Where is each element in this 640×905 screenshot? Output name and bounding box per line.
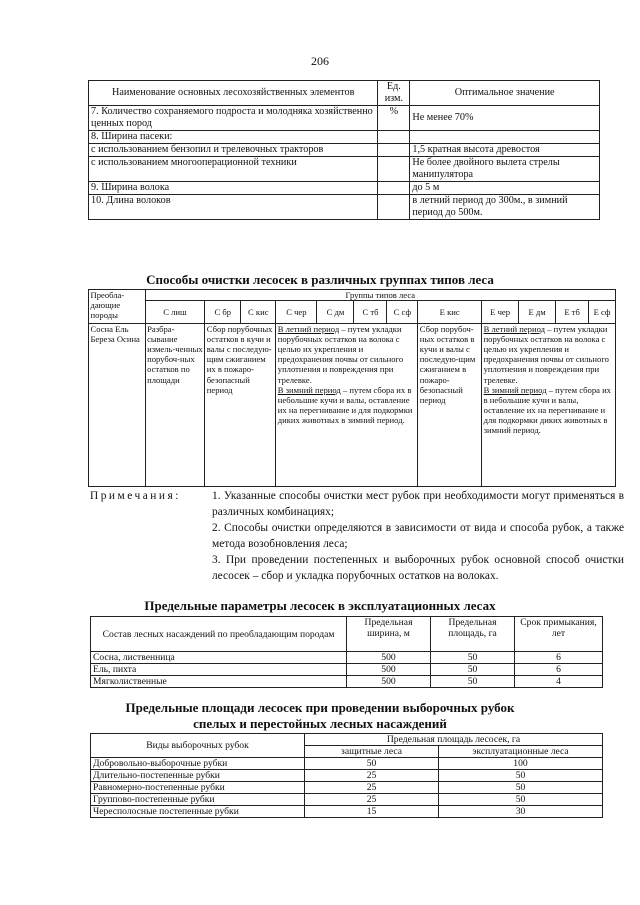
table-row — [91, 758, 603, 770]
cell: 100 — [439, 758, 603, 770]
selective-cuttings-table — [90, 733, 603, 818]
cell — [378, 182, 410, 195]
cell: 500 — [347, 676, 431, 688]
cell: 25 — [305, 794, 439, 806]
table-header-row — [91, 734, 603, 746]
winter-label: В зимний период — [277, 384, 341, 395]
cell — [378, 157, 410, 182]
table-row — [89, 182, 600, 195]
header-cell: эксплуатационные леса — [439, 746, 603, 758]
cleaning-table-title: Способы очистки лесосек в различных группах типов леса — [146, 272, 494, 287]
cell: 15 — [305, 806, 439, 818]
method-cell: Разбра-сывание измель-ченных порубоч-ных остатков по площади — [145, 324, 205, 487]
groups-header: Группы типов леса — [145, 290, 615, 301]
cell: 6 — [515, 652, 603, 664]
summer-label: В летний период — [277, 324, 340, 335]
header-cell: Виды выборочных рубок — [91, 734, 305, 758]
cell: 4 — [515, 676, 603, 688]
cell — [378, 144, 410, 157]
table-row — [89, 195, 600, 220]
cell: 50 — [305, 758, 439, 770]
group-names-row — [89, 301, 616, 324]
group-cell: Е дм — [519, 301, 556, 324]
table-header-row — [89, 290, 616, 301]
table-row — [91, 664, 603, 676]
cell: 50 — [431, 652, 515, 664]
limits-table-title: Предельные параметры лесосек в эксплуатационных лесах — [144, 598, 496, 613]
header-cell: Оптимальное значение — [410, 81, 600, 106]
note-item: 1. Указанные способы очистки мест рубок при необходимости могут применяться в различных комбинациях; — [212, 490, 624, 518]
group-cell: Е кис — [418, 301, 482, 324]
summer-label: В летний период — [483, 324, 545, 335]
selective-title-line1: Предельные площади лесосек при проведении выборочных рубок — [125, 700, 515, 715]
cell: 50 — [439, 770, 603, 782]
header-cell: Срок примыкания, лет — [515, 617, 603, 652]
cell: 8. Ширина пасеки: — [89, 131, 378, 144]
summer-text: – путем укладки порубочных остатков на волока с целью их укрепления и предохранения почвы от сильного уплотнения и повреждения при трелевке. — [483, 324, 609, 385]
cell — [378, 195, 410, 220]
group-cell: Е сф — [589, 301, 616, 324]
cell: 1,5 кратная высота древостоя — [410, 144, 600, 157]
cell: 30 — [439, 806, 603, 818]
cell: с использованием бензопил и трелевочных тракторов — [89, 144, 378, 157]
table-header-row — [91, 617, 603, 652]
header-cell: Предельная площадь лесосек, га — [305, 734, 603, 746]
cell: Группово-постепенные рубки — [91, 794, 305, 806]
table-row — [91, 782, 603, 794]
header-cell: Состав лесных насаждений по преобладающим породам — [91, 617, 347, 652]
cell: 25 — [305, 782, 439, 794]
cell: Длительно-постепенные рубки — [91, 770, 305, 782]
table-row — [89, 324, 616, 487]
group-cell: Е тб — [556, 301, 589, 324]
cell: Равномерно-постепенные рубки — [91, 782, 305, 794]
species-header: Преобла-дающие породы — [89, 290, 146, 324]
cell: Сосна, лиственница — [91, 652, 347, 664]
header-cell: Наименование основных лесохозяйственных элементов — [89, 81, 378, 106]
note-item: 3. При проведении постепенных и выборочных рубок основной способ очистки лесосек – сбор и укладка порубочных остатков на волоках. — [212, 554, 624, 582]
table-row — [91, 676, 603, 688]
group-cell: С дм — [317, 301, 354, 324]
cell: с использованием многооперационной техники — [89, 157, 378, 182]
group-cell: С чер — [276, 301, 317, 324]
cell: 500 — [347, 652, 431, 664]
cell — [378, 131, 410, 144]
limits-table — [90, 616, 603, 688]
cell: 6 — [515, 664, 603, 676]
group-cell: С бр — [205, 301, 241, 324]
group-cell: Е чер — [482, 301, 519, 324]
cell: Чересполосные постепенные рубки — [91, 806, 305, 818]
cell: 10. Длина волоков — [89, 195, 378, 220]
cell: 50 — [439, 794, 603, 806]
cell: % — [378, 106, 410, 131]
group-cell: С тб — [354, 301, 387, 324]
cell: 7. Количество сохраняемого подроста и молодняка хозяйственно ценных пород — [89, 106, 378, 131]
winter-label: В зимний период — [483, 384, 547, 395]
cell: 500 — [347, 664, 431, 676]
winter-text: – путем сбора их в небольшие кучи и валы, оставление их на перегнивание и для подкормки диких животных в зимний период. — [483, 384, 611, 436]
header-cell: Предельная площадь, га — [431, 617, 515, 652]
cell: 9. Ширина волока — [89, 182, 378, 195]
table-header-row — [89, 81, 600, 106]
method-cell: Сбор порубоч-ных остатков в кучи и валы с последую-щим сжиганием в пожаро-безопасный период — [418, 324, 482, 487]
cell: в летний период до 300м., в зимний период до 500м. — [410, 195, 600, 220]
table-row — [89, 106, 600, 131]
winter-text: – путем сбора их в небольшие кучи и валы, оставление их на перегнивание и для подкормки диких животных в зимний период. — [277, 384, 413, 425]
header-cell: защитные леса — [305, 746, 439, 758]
group-cell: С лиш — [145, 301, 205, 324]
table-row — [89, 144, 600, 157]
table-row — [89, 131, 600, 144]
cleaning-methods-table — [88, 289, 616, 487]
table-row — [91, 806, 603, 818]
cell: Не менее 70% — [410, 106, 600, 131]
summer-text: – путем укладки порубочных остатков на волока с целью их укрепления и предохранения почвы от сильного уплотнения и повреждения при трелевке. — [277, 324, 404, 385]
table-row — [91, 652, 603, 664]
page-number: 206 — [311, 54, 329, 68]
species-cell: Сосна Ель Береза Осина — [89, 324, 146, 487]
header-cell: Предельная ширина, м — [347, 617, 431, 652]
selective-title-line2: спелых и перестойных лесных насаждений — [193, 716, 447, 731]
cell: до 5 м — [410, 182, 600, 195]
cell: Добровольно-выборочные рубки — [91, 758, 305, 770]
table-row — [91, 770, 603, 782]
cell: 25 — [305, 770, 439, 782]
table-row — [91, 794, 603, 806]
cell: Не более двойного вылета стрелы манипулятора — [410, 157, 600, 182]
group-cell: С сф — [387, 301, 418, 324]
header-cell: Ед. изм. — [378, 81, 410, 106]
cell — [410, 131, 600, 144]
cell: Ель, пихта — [91, 664, 347, 676]
table-row — [89, 157, 600, 182]
cell: Мягколиственные — [91, 676, 347, 688]
note-item: 2. Способы очистки определяются в зависимости от вида и способа рубок, а также метода возобновления леса; — [212, 522, 624, 550]
cell: 50 — [431, 676, 515, 688]
cell: 50 — [439, 782, 603, 794]
method-cell — [482, 324, 616, 487]
notes-label: Примечания: — [90, 490, 181, 502]
method-cell: Сбор порубочных остатков в кучи и валы с последую-щим сжиганием их в пожаро-безопасный период — [205, 324, 276, 487]
cell: 50 — [431, 664, 515, 676]
group-cell: С кис — [241, 301, 276, 324]
method-cell — [276, 324, 418, 487]
forestry-elements-table — [88, 80, 600, 220]
